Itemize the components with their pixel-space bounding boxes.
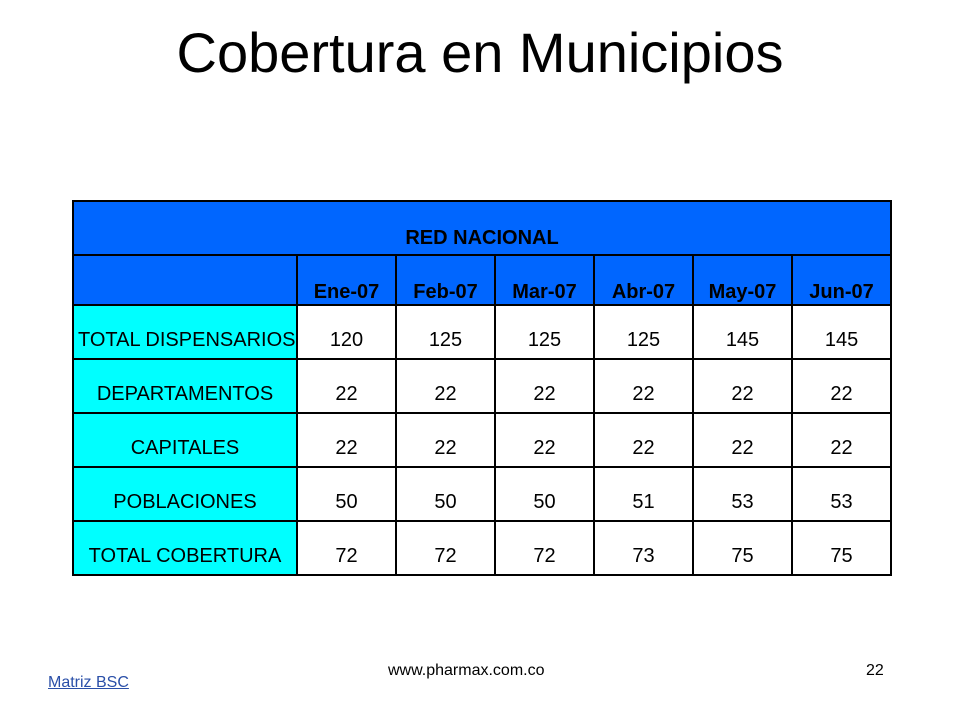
table-cell: 125 [396, 305, 495, 359]
table-row [73, 359, 891, 413]
table-row [73, 467, 891, 521]
row-label: DEPARTAMENTOS [73, 359, 297, 413]
footer-url: www.pharmax.com.co [388, 662, 545, 679]
table-row [73, 521, 891, 575]
table-row [73, 413, 891, 467]
table-cell: 75 [693, 521, 792, 575]
column-header: May-07 [693, 255, 792, 305]
column-header: Feb-07 [396, 255, 495, 305]
table-cell: 125 [594, 305, 693, 359]
table-cell: 145 [693, 305, 792, 359]
table-cell: 22 [693, 359, 792, 413]
matriz-bsc-link[interactable]: Matriz BSC [48, 674, 129, 691]
row-label: POBLACIONES [73, 467, 297, 521]
table-cell: 22 [594, 413, 693, 467]
table-cell: 53 [792, 467, 891, 521]
table-cell: 75 [792, 521, 891, 575]
table-cell: 120 [297, 305, 396, 359]
coverage-table [72, 200, 892, 576]
table-cell: 22 [792, 359, 891, 413]
row-label: CAPITALES [73, 413, 297, 467]
table-title: RED NACIONAL [73, 201, 891, 255]
row-label: TOTAL DISPENSARIOS [73, 305, 297, 359]
table-cell: 22 [396, 413, 495, 467]
table-cell: 22 [594, 359, 693, 413]
table-cell: 53 [693, 467, 792, 521]
table-cell: 22 [297, 413, 396, 467]
page-number: 22 [866, 662, 884, 679]
row-label: TOTAL COBERTURA [73, 521, 297, 575]
table-cell: 73 [594, 521, 693, 575]
table-cell: 51 [594, 467, 693, 521]
table-cell: 50 [396, 467, 495, 521]
column-header: Ene-07 [297, 255, 396, 305]
table-cell: 22 [495, 359, 594, 413]
header-corner [73, 255, 297, 305]
table-cell: 72 [297, 521, 396, 575]
table-cell: 125 [495, 305, 594, 359]
table-cell: 22 [396, 359, 495, 413]
table-cell: 22 [792, 413, 891, 467]
table-row [73, 305, 891, 359]
table-cell: 50 [495, 467, 594, 521]
table-cell: 72 [495, 521, 594, 575]
slide-title: Cobertura en Municipios [176, 21, 784, 84]
column-header: Jun-07 [792, 255, 891, 305]
column-header: Abr-07 [594, 255, 693, 305]
table-cell: 22 [297, 359, 396, 413]
table-cell: 145 [792, 305, 891, 359]
table-cell: 72 [396, 521, 495, 575]
column-header: Mar-07 [495, 255, 594, 305]
table-cell: 50 [297, 467, 396, 521]
table-cell: 22 [495, 413, 594, 467]
table-cell: 22 [693, 413, 792, 467]
